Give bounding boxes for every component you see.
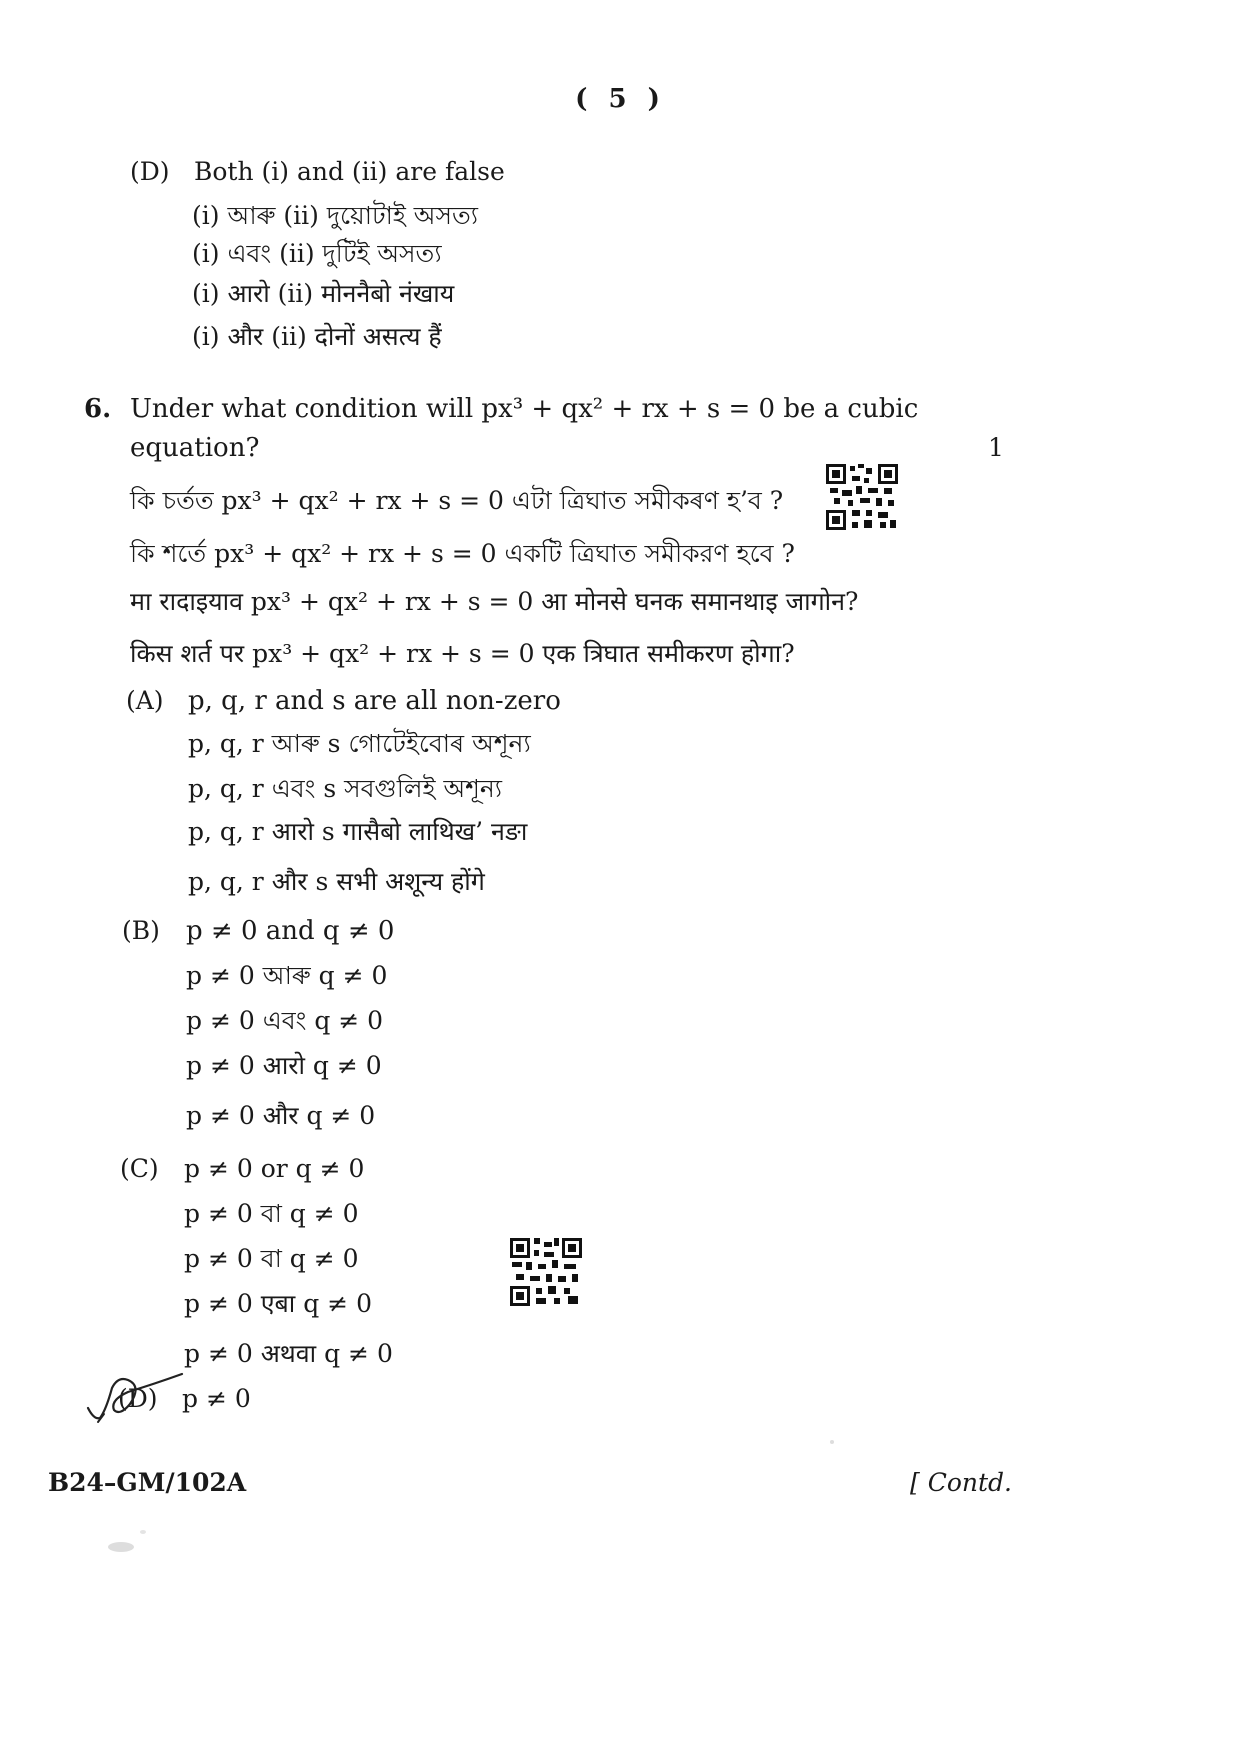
option-a-hi: p, q, r और s सभी अशून्य होंगे xyxy=(188,867,485,896)
option-a-label: (A) xyxy=(126,686,164,715)
prev-option-d-bodo: (i) आरो (ii) मोननैबो नंखाय xyxy=(192,279,455,308)
prev-option-d-en: Both (i) and (ii) are false xyxy=(194,157,505,186)
option-c-en: p ≠ 0 or q ≠ 0 xyxy=(184,1154,365,1183)
question-text-bodo: मा रादाइयाव px³ + qx² + rx + s = 0 आ मोनसे घनक समानथाइ जागोन? xyxy=(130,587,859,616)
continued-marker: [ Contd. xyxy=(910,1468,1012,1497)
option-b-bodo: p ≠ 0 आरो q ≠ 0 xyxy=(186,1051,382,1080)
question-text-as: কি চৰ্তত px³ + qx² + rx + s = 0 এটা ত্ৰিঘাত সমীকৰণ হ’ব ? xyxy=(130,486,784,515)
prev-option-d-hi: (i) और (ii) दोनों असत्य हैं xyxy=(192,322,442,351)
option-d-label: (D) xyxy=(118,1384,158,1413)
question-number: 6. xyxy=(84,394,112,424)
option-a-bodo: p, q, r आरो s गासैबो लाथिख’ नङा xyxy=(188,817,528,846)
option-b-as: p ≠ 0 আৰু q ≠ 0 xyxy=(186,961,388,990)
page-number: ( 5 ) xyxy=(575,84,666,114)
scan-speck xyxy=(830,1440,834,1444)
option-b-en: p ≠ 0 and q ≠ 0 xyxy=(186,916,395,946)
question-marks: 1 xyxy=(988,433,1004,462)
question-text-en: Under what condition will px³ + qx² + rx + s = 0 be a cubic xyxy=(130,394,919,424)
question-text-hi: किस शर्त पर px³ + qx² + rx + s = 0 एक त्रिघात समीकरण होगा? xyxy=(130,639,795,668)
option-a-en: p, q, r and s are all non-zero xyxy=(188,686,561,716)
option-c-bn: p ≠ 0 বা q ≠ 0 xyxy=(184,1244,359,1273)
prev-option-d-bn: (i) এবং (ii) দুটিই অসত্য xyxy=(192,239,442,268)
option-c-label: (C) xyxy=(120,1154,159,1183)
option-d-en: p ≠ 0 xyxy=(182,1384,251,1413)
option-c-hi: p ≠ 0 अथवा q ≠ 0 xyxy=(184,1339,393,1368)
option-b-hi: p ≠ 0 और q ≠ 0 xyxy=(186,1101,376,1130)
qr-code-icon xyxy=(510,1238,582,1306)
question-text-bn: কি শর্তে px³ + qx² + rx + s = 0 একটি ত্রিঘাত সমীকরণ হবে ? xyxy=(130,539,795,568)
option-b-bn: p ≠ 0 এবং q ≠ 0 xyxy=(186,1006,384,1035)
handwritten-tick-mark xyxy=(84,1370,188,1430)
prev-option-d-as: (i) আৰু (ii) দুয়োটাই অসত্য xyxy=(192,201,478,230)
paper-code: B24–GM/102A xyxy=(48,1468,247,1497)
scan-speck xyxy=(140,1530,146,1534)
question-text-en-cont: equation? xyxy=(130,433,260,463)
option-b-label: (B) xyxy=(122,916,160,945)
prev-option-d-label: (D) xyxy=(130,157,170,186)
option-c-bodo: p ≠ 0 एबा q ≠ 0 xyxy=(184,1289,372,1318)
option-c-as: p ≠ 0 বা q ≠ 0 xyxy=(184,1199,359,1228)
scan-speck xyxy=(108,1542,134,1552)
option-a-as: p, q, r আৰু s গোটেইবোৰ অশূন্য xyxy=(188,729,531,758)
option-a-bn: p, q, r এবং s সবগুলিই অশূন্য xyxy=(188,774,503,803)
qr-code-icon xyxy=(826,464,898,530)
